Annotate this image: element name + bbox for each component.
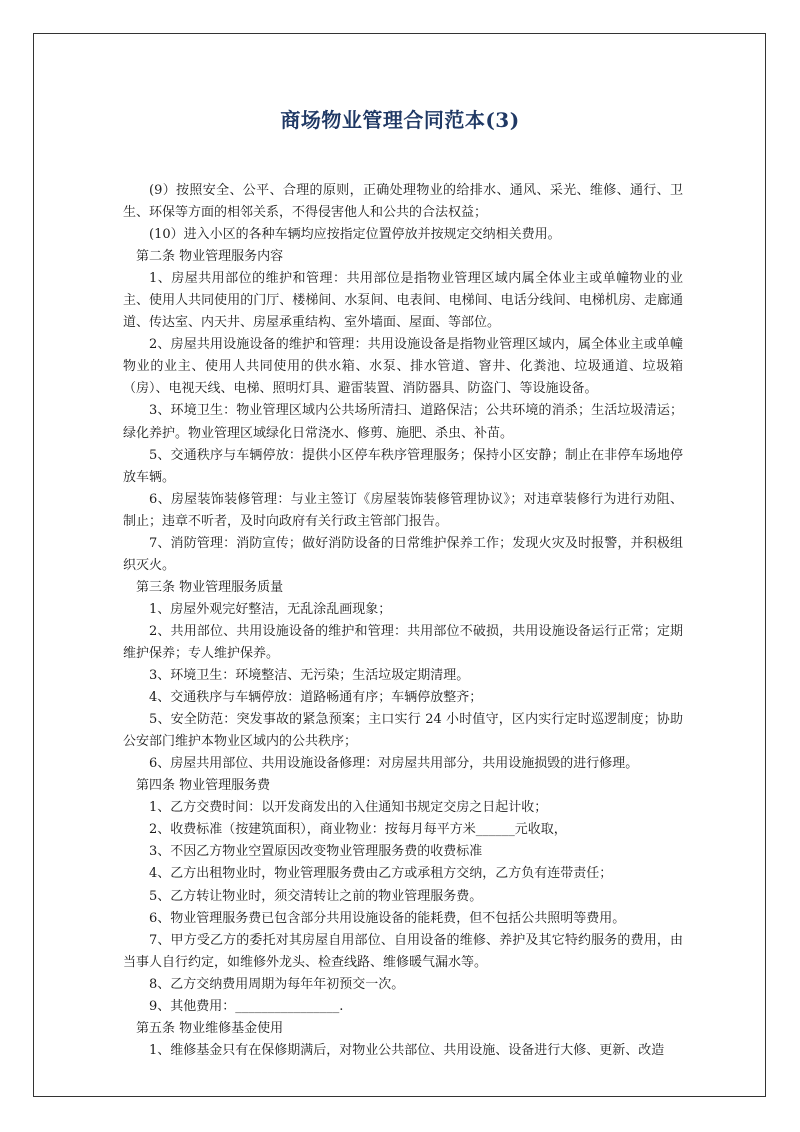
paragraph: 2、收费标准（按建筑面积），商业物业：按每月每平方米______元收取， [149,822,567,838]
document-body [123,180,683,1062]
paragraph: 5、安全防范：突发事故的紧急预案；主口实行 24 小时值守，区内实行定时巡逻制度；协助公安部门维护本物业区域内的公共秩序； [123,712,683,750]
paragraph: 2、共用部位、共用设施设备的维护和管理：共用部位不破损，共用设施设备运行正常；定期维护保养；专人维护保养。 [123,623,683,661]
paragraph: 7、甲方受乙方的委托对其房屋自用部位、自用设备的维修、养护及其它特约服务的费用，由当事人自行约定，如维修外龙头、检查线路、维修暖气漏水等。 [123,932,683,970]
paragraph: 3、不因乙方物业空置原因改变物业管理服务费的收费标准 [149,844,483,860]
paragraph: 3、环境卫生：物业管理区域内公共场所清扫、道路保洁；公共环境的消杀；生活垃圾清运；绿化养护。物业管理区域绿化日常浇水、修剪、施肥、杀虫、补苗。 [123,403,683,441]
paragraph: 8、乙方交纳费用周期为每年年初预交一次。 [149,976,405,992]
paragraph: 4、交通秩序与车辆停放：道路畅通有序；车辆停放整齐； [149,690,483,706]
paragraph: 7、消防管理：消防宣传；做好消防设备的日常维护保养工作；发现火灾及时报警，并积极组织灭火。 [123,535,683,573]
paragraph: 5、乙方转让物业时，须交清转让之前的物业管理服务费。 [149,888,483,904]
paragraph: (10）进入小区的各种车辆均应按指定位置停放并按规定交纳相关费用。 [149,227,561,243]
paragraph: 6、物业管理服务费已包含部分共用设施设备的能耗费，但不包括公共照明等费用。 [149,910,626,926]
paragraph: 2、房屋共用设施设备的维护和管理：共用设施设备是指物业管理区域内，属全体业主或单幢物业的业主、使用人共同使用的供水箱、水泵、排水管道、窨井、化粪池、垃圾通道、垃圾箱（房）、电视天线、电梯、照明灯具、避雷装置、消防器具、防盗门、等设施设备。 [123,337,683,397]
section-heading: 第二条 物业管理服务内容 [136,249,284,265]
paragraph: 1、房屋外观完好整洁，无乱涂乱画现象； [149,601,392,617]
paragraph: 1、房屋共用部位的维护和管理：共用部位是指物业管理区域内属全体业主或单幢物业的业主、使用人共同使用的门厅、楼梯间、水泵间、电表间、电梯间、电话分线间、电梯机房、走廊通道、传达室、内天井、房屋承重结构、室外墙面、屋面、等部位。 [123,271,683,331]
paragraph: (9）按照安全、公平、合理的原则，正确处理物业的给排水、通风、采光、维修、通行、卫生、环保等方面的相邻关系，不得侵害他人和公共的合法权益； [123,183,683,221]
paragraph: 6、房屋共用部位、共用设施设备修理：对房屋共用部分，共用设施损毁的进行修理。 [149,756,639,772]
paragraph: 1、维修基金只有在保修期满后，对物业公共部位、共用设施、设备进行大修、更新、改造 [149,1042,665,1058]
page-title: 商场物业管理合同范本(3) [280,108,520,132]
section-heading: 第四条 物业管理服务费 [136,778,271,794]
paragraph: 6、房屋装饰装修管理：与业主签订《房屋装饰装修管理协议》；对违章装修行为进行劝阻、制止；违章不听者，及时向政府有关行政主管部门报告。 [123,491,683,529]
paragraph: 4、乙方出租物业时，物业管理服务费由乙方或承租方交纳，乙方负有连带责任； [149,866,613,882]
paragraph: 5、交通秩序与车辆停放：提供小区停车秩序管理服务；保持小区安静；制止在非停车场地停放车辆。 [123,447,683,485]
section-heading: 第三条 物业管理服务质量 [136,579,284,595]
paragraph: 3、环境卫生：环境整洁、无污染；生活垃圾定期清理。 [149,668,470,684]
paragraph: 9、其他费用：________________. [149,998,344,1014]
section-heading: 第五条 物业维修基金使用 [136,1020,284,1036]
paragraph: 1、乙方交费时间：以开发商发出的入住通知书规定交房之日起计收； [149,800,548,816]
